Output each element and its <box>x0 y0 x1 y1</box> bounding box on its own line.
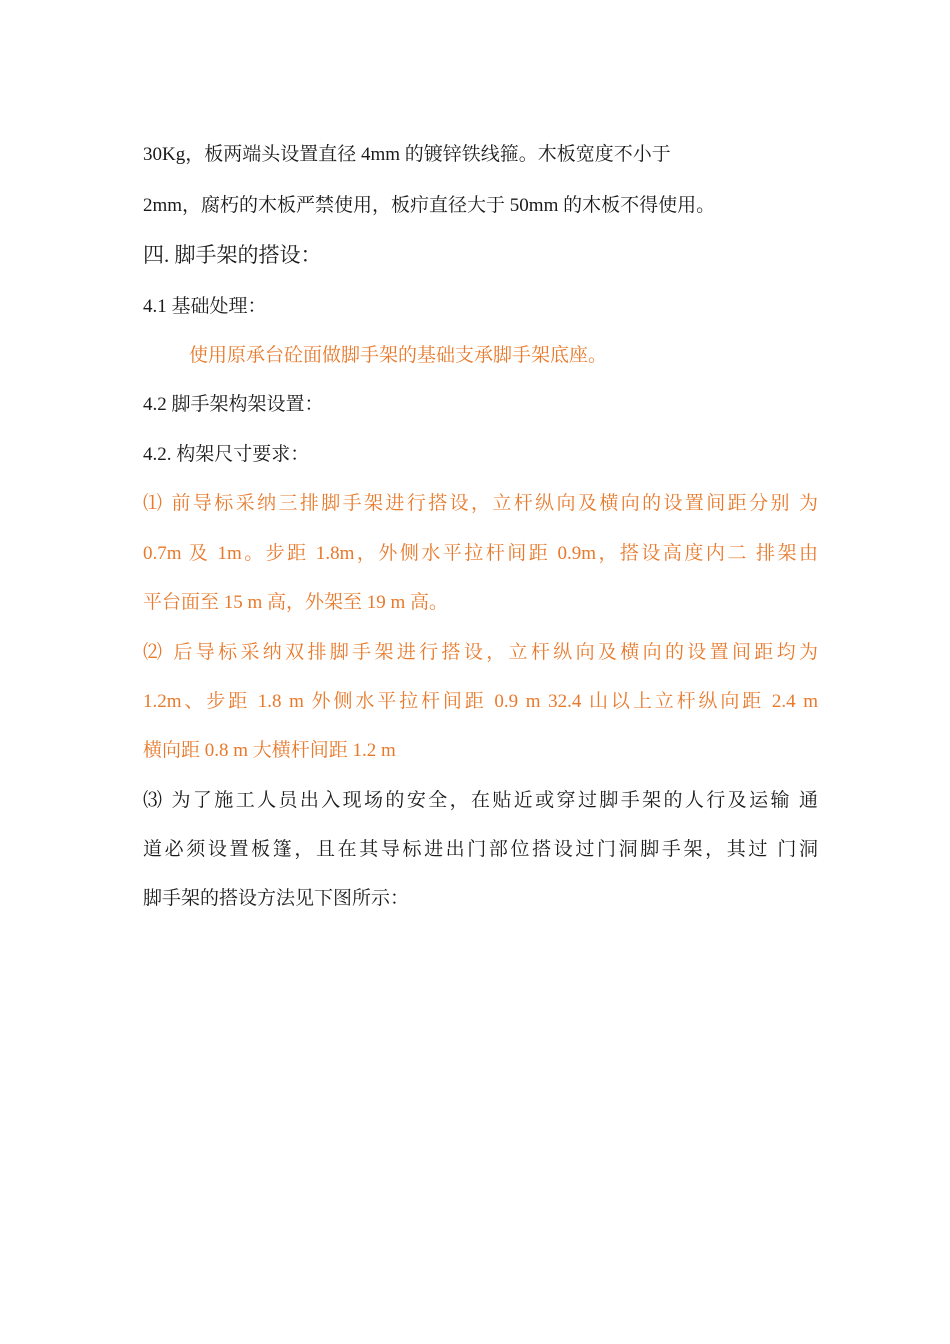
intro-line-1: 30Kg，板两端头设置直径 4mm 的镀锌铁线箍。木板宽度不小于 <box>143 144 671 165</box>
subsection-4-2-subtitle: 4.2. 构架尺寸要求： <box>143 444 310 465</box>
item-1-line-3: 平台面至 15 m 高，外架至 19 m 高。 <box>143 592 449 613</box>
item-3-line-2: 道必须设置板篷，且在其导标进出门部位搭设过门洞脚手架，其过 门洞 <box>143 839 818 860</box>
subsection-4-1-body: 使用原承台砼面做脚手架的基础支承脚手架底座。 <box>189 345 608 366</box>
subsection-4-1-title: 4.1 基础处理： <box>143 296 267 317</box>
intro-line-2: 2mm，腐朽的木板严禁使用，板疖直径大于 50mm 的木板不得使用。 <box>143 195 716 216</box>
item-3-line-1: ⑶ 为了施工人员出入现场的安全，在贴近或穿过脚手架的人行及运输 通 <box>143 790 818 811</box>
item-2-line-1: ⑵ 后导标采纳双排脚手架进行搭设，立杆纵向及横向的设置间距均为 <box>143 642 818 663</box>
item-1-line-2: 0.7m 及 1m。步距 1.8m，外侧水平拉杆间距 0.9m，搭设高度内二 排架由 <box>143 543 818 564</box>
item-3-line-3: 脚手架的搭设方法见下图所示： <box>143 888 410 909</box>
item-1-line-1: ⑴ 前导标采纳三排脚手架进行搭设，立杆纵向及横向的设置间距分别 为 <box>143 493 818 514</box>
subsection-4-2-title: 4.2 脚手架构架设置： <box>143 394 324 415</box>
item-2-line-3: 横向距 0.8 m 大横杆间距 1.2 m <box>143 740 396 761</box>
item-2-line-2: 1.2m、步距 1.8 m 外侧水平拉杆间距 0.9 m 32.4 山以上立杆纵向距 2.4 m <box>143 691 818 712</box>
section-heading: 四. 脚手架的搭设： <box>143 243 322 267</box>
